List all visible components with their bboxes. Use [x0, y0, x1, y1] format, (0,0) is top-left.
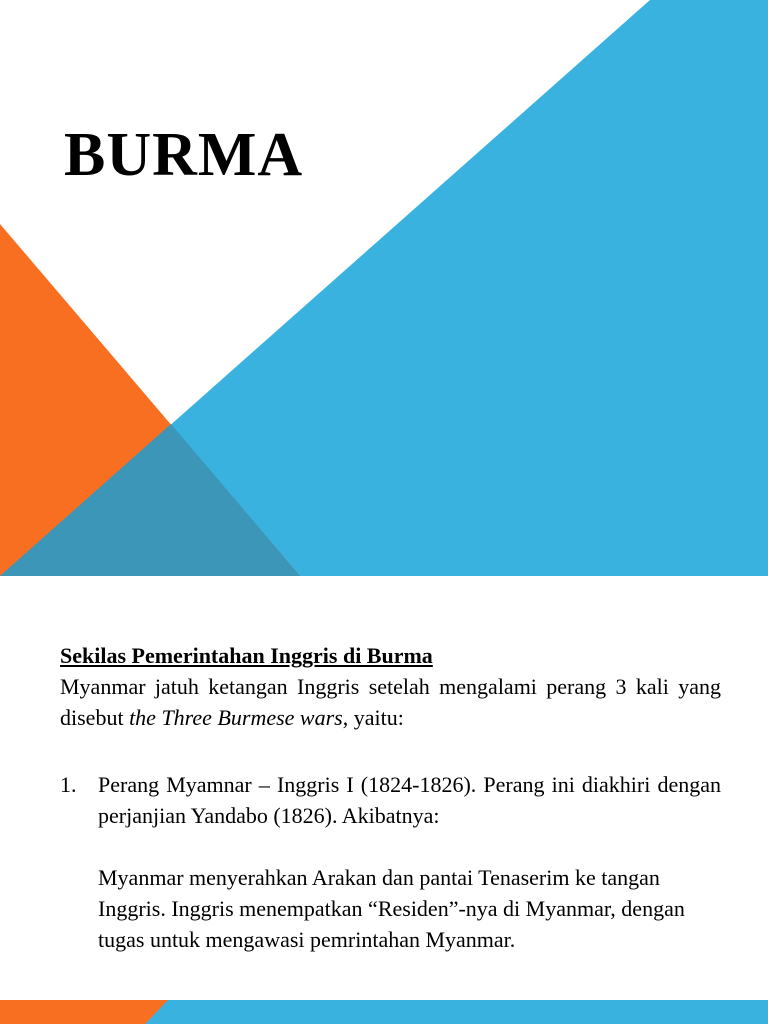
intro-text-start: Myanmar jatuh ketangan Inggris setelah mengalami perang 3 kali yang disebut	[60, 674, 721, 730]
section-heading: Sekilas Pemerintahan Inggris di Burma	[60, 643, 433, 668]
intro-text-end: , yaitu:	[342, 705, 404, 730]
list-item-note: Myanmar menyerahkan Arakan dan pantai Tenaserim ke tangan Inggris. Inggris menempatkan “Residen”-nya di Myanmar, dengan tugas untuk mengawasi pemrintahan Myanmar.	[98, 865, 685, 952]
bottom-decoration	[0, 1000, 768, 1024]
list-item-text: Perang Myamnar – Inggris I (1824-1826). Perang ini diakhiri dengan perjanjian Yandabo (1826). Akibatnya:	[98, 772, 721, 828]
list-item-number: 1.	[60, 772, 77, 797]
intro-paragraph	[60, 671, 721, 733]
bottom-orange-band	[0, 1000, 168, 1024]
bottom-blue-band	[145, 1000, 768, 1024]
list-item	[60, 769, 721, 955]
slide-title: BURMA	[64, 121, 304, 189]
slide-body	[60, 640, 721, 955]
intro-text-italic: the Three Burmese wars	[129, 705, 343, 730]
wars-list	[60, 769, 721, 955]
